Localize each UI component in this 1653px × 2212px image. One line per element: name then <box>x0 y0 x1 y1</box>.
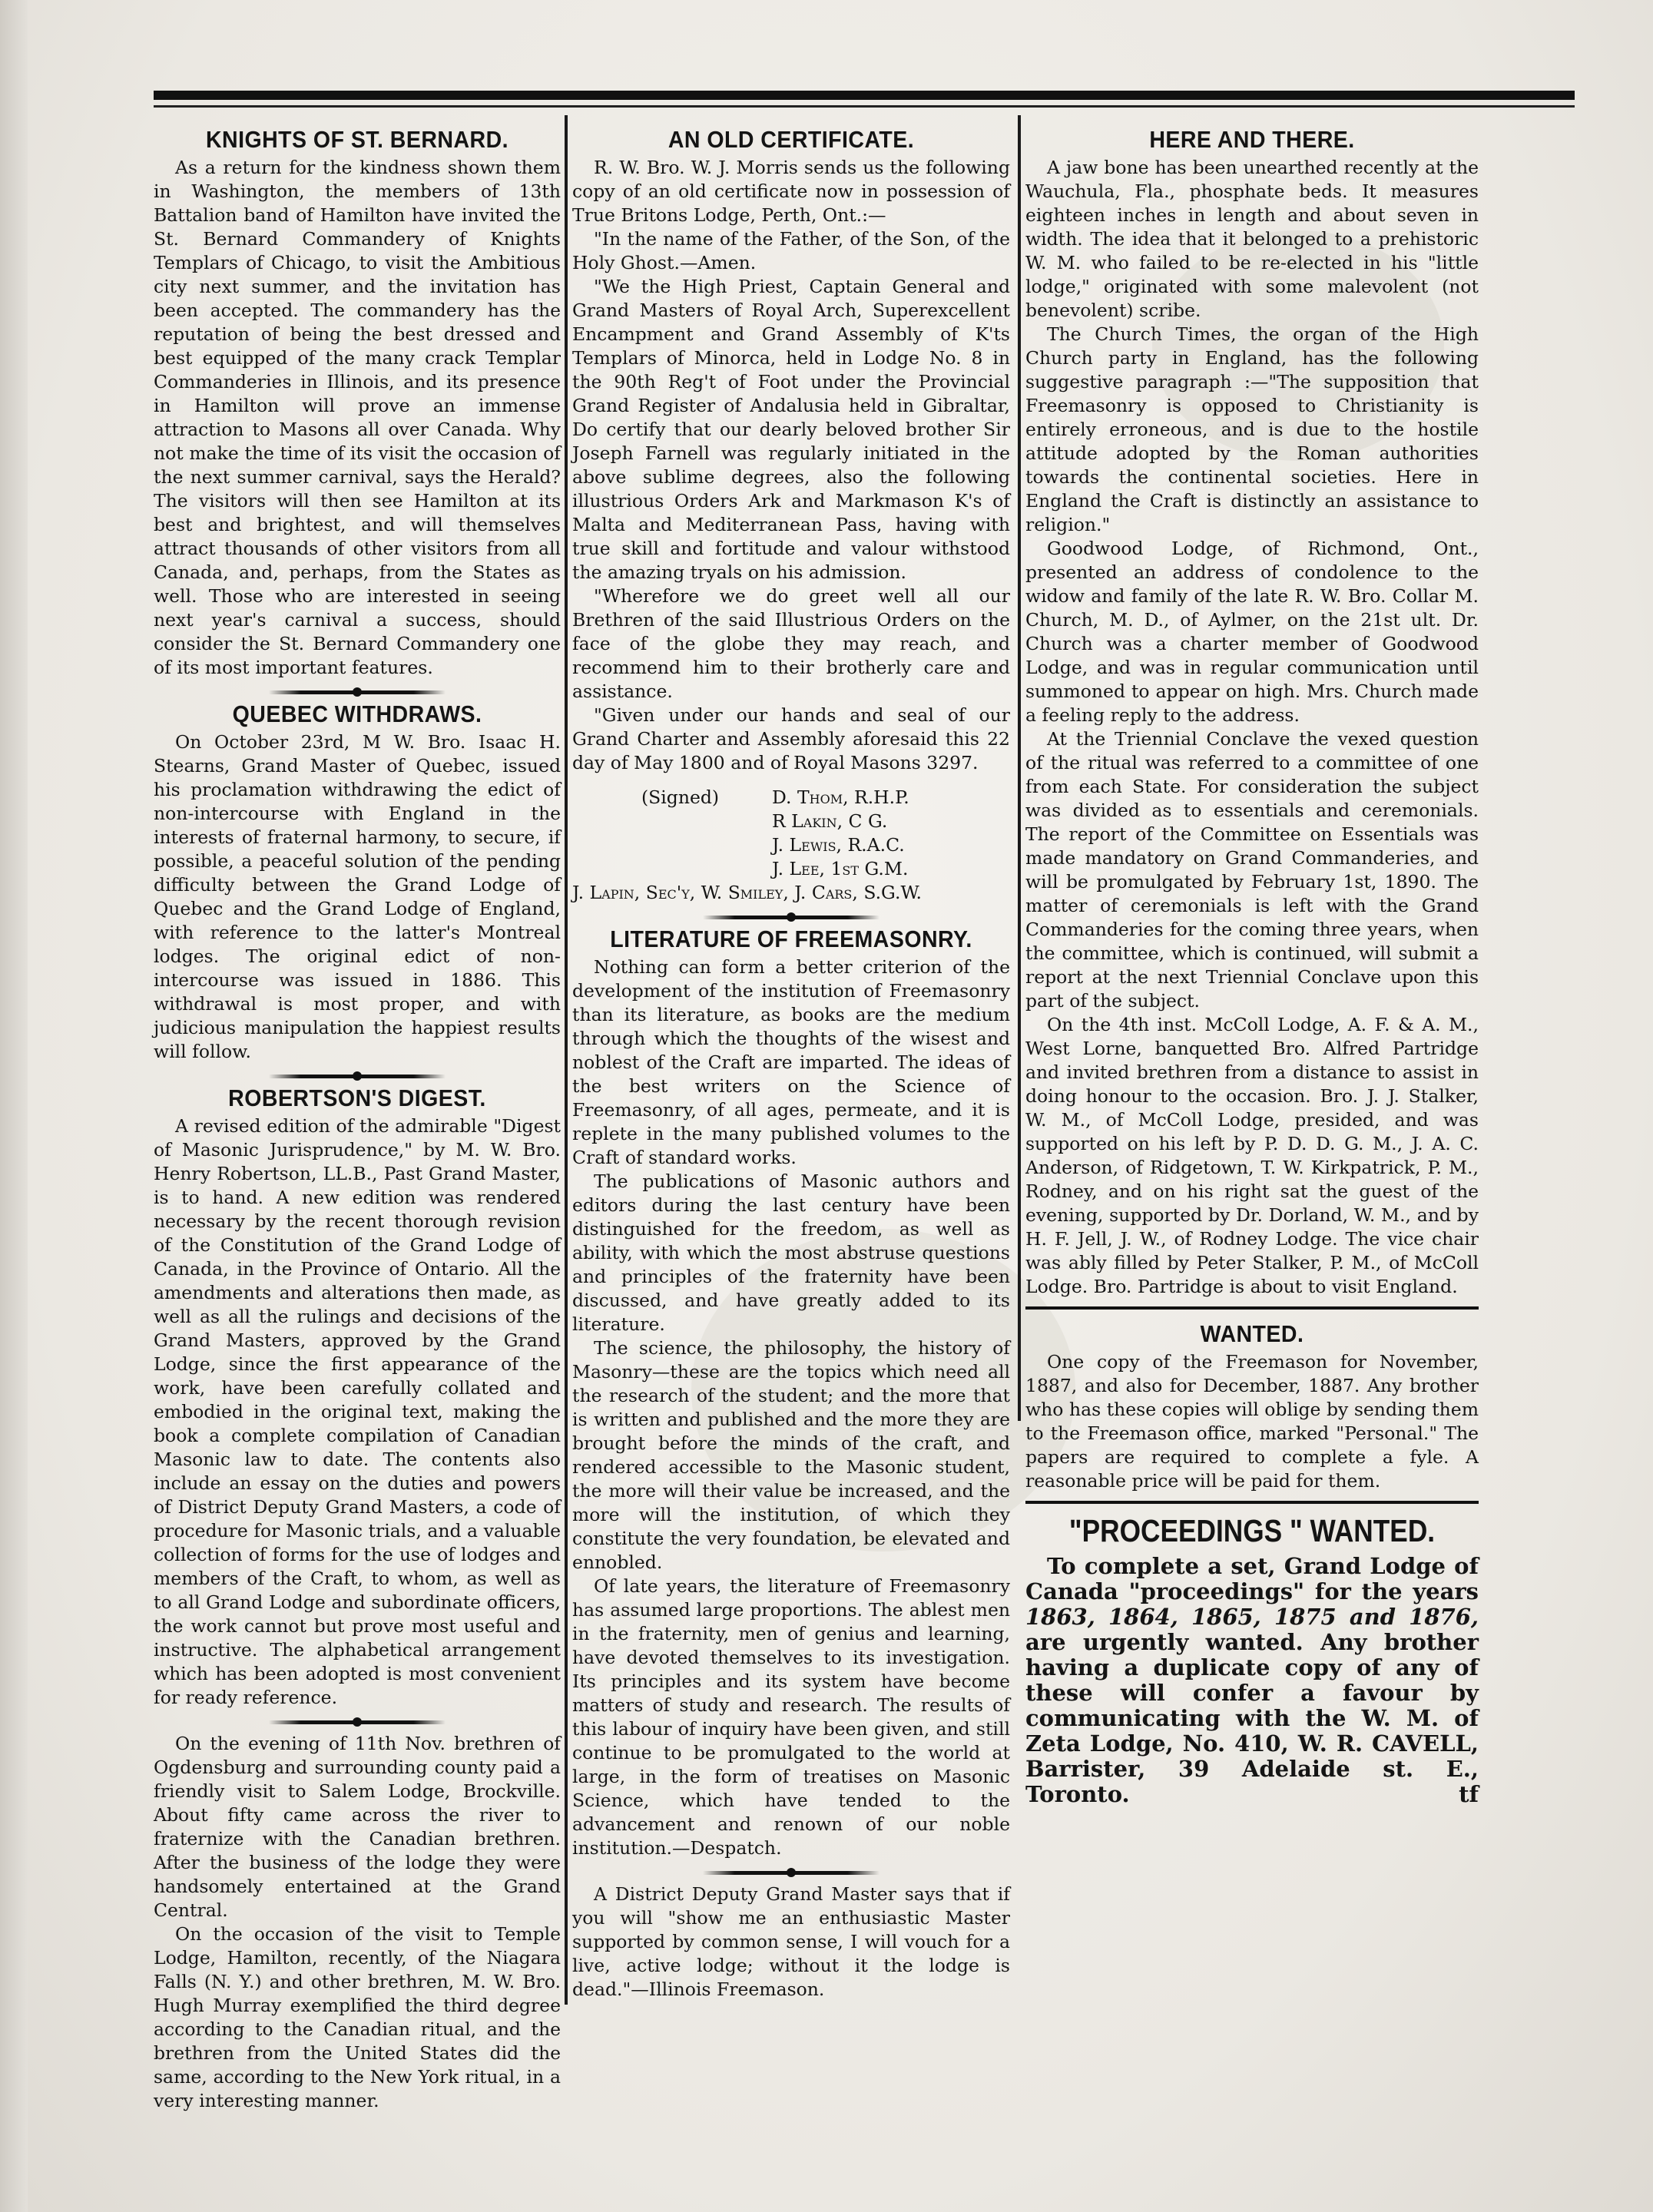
article-knights-body: As a return for the kindness shown them in Washington, the members of 13th Battalion band of Hamilton have invited the St. Bernard Commandery of Knights Templars of Chicago, to visit the Ambitious city next summer, and the invitation has been accepted. The commandery has the reputation of being the best dressed and best equipped of the many crack Templar Commanderies in Illinois, and its presence in Hamilton will prove an immense attraction to Masons all over Canada. Why not make the time of its visit the occasion of the next summer carnival, says the Herald? The visitors will then see Hamilton at its best and brightest, and will themselves attract thousands of other visitors from all Canada, and, perhaps, from the States as well. Those who are interested in seeing next year's carnival a success, should consider the St. Bernard Commandery one of its most important features. <box>154 157 561 678</box>
headline-wanted: WANTED. <box>1200 1320 1304 1347</box>
headline-robertson: ROBERTSON'S DIGEST. <box>228 1084 486 1111</box>
article-quebec-body: On October 23rd, M W. Bro. Isaac H. Stearns, Grand Master of Quebec, issued his proclamation withdrawing the edict of non-intercourse with England in the interests of fraternal harmony, to secure, if possible, a peaceful solution of the pending difficulty between the Grand Lodge of Quebec and the Grand Lodge of England, with reference to the latter's Montreal lodges. The original edict of non-intercourse was issued in 1886. This withdrawal is most proper, and with judicious manipulation the happiest results will follow. <box>154 731 561 1062</box>
signatory: J. Lee, 1st G.M. <box>772 858 909 879</box>
certificate-para: "Given under our hands and seal of our Grand Charter and Assembly aforesaid this 22 day of May 1800 and of Royal Masons 3297. <box>572 704 1010 773</box>
certificate-para: "Wherefore we do greet well all our Brethren of the said Illustrious Orders on the face of the globe they may reach, and recommend him to their brotherly care and assistance. <box>572 585 1010 702</box>
headline-here-and-there: HERE AND THERE. <box>1149 126 1355 153</box>
certificate-signatures <box>572 786 1010 881</box>
headline-proceedings: "PROCEEDINGS " WANTED. <box>1068 1513 1436 1548</box>
literature-para: Of late years, the literature of Freemasonry has assumed large proportions. The ablest men in the fraternity, men of genius and learning, have devoted themselves to its investigation. Its principles and its system have become matters of study and research. The results of this labour of inquiry have been given, and still continue to be promulgated to the world at large, in the form of treatises on Masonic Science, which have tended to the advancement and renown of our noble institution.—Despatch. <box>572 1575 1010 1859</box>
headline-certificate: AN OLD CERTIFICATE. <box>667 126 915 153</box>
proceedings-line1: To complete a set, Grand Lodge of Canada "proceedings" for the years <box>1025 1553 1479 1604</box>
wanted-section <box>1025 1306 1479 1493</box>
article-ogdensburg: On the evening of 11th Nov. brethren of Ogdensburg and surrounding county paid a friendly visit to Salem Lodge, Brockville. About fifty came across the river to fraternize with the Canadian brethren. After the business of the lodge they were handsomely entertained at the Grand Central. <box>154 1733 561 1921</box>
proceedings-line2: are urgently wanted. Any brother having a duplicate copy of any of these will confer a favour by communicating with the W. M. of Zeta Lodge, No. 410, W. R. CAVELL, Barrister, 39 Adelaide st. E., Toronto. <box>1025 1629 1479 1807</box>
certificate-para: "In the name of the Father, of the Son, of the Holy Ghost.—Amen. <box>572 228 1010 273</box>
column-3 <box>1025 123 1479 1807</box>
proceedings-years: 1863, 1864, 1865, 1875 and 1876, <box>1025 1604 1479 1630</box>
article-ddgm: A District Deputy Grand Master says that if you will "show me an enthusiastic Master supported by common sense, I will vouch for a live, active lodge; without it the lodge is dead."—Illinois Freemason. <box>572 1883 1010 2000</box>
headline-knights: KNIGHTS OF ST. BERNARD. <box>205 126 509 153</box>
section-separator <box>703 916 880 919</box>
article-robertson-body: A revised edition of the admirable "Digest of Masonic Jurisprudence," by M. W. Bro. Henry Robertson, LL.B., Past Grand Master, is to hand. A new edition was rendered necessary by the recent thorough revision of the Constitution of the Grand Lodge of Canada, in the Province of Ontario. All the amendments and alterations then made, as well as all the rulings and decisions of the Grand Masters, approved by the Grand Lodge, since the first appearance of the work, have been carefully collated and embodied in the original text, making the book a complete compilation of Canadian Masonic law to date. The contents also include an essay on the duties and powers of District Deputy Grand Masters, a code of procedure for Masonic trials, and a valuable collection of forms for the use of lodges and members of the Craft, to whom, as well as to all Grand Lodge and subordinate officers, the work cannot but prove most useful and instructive. The alphabetical arrangement which has been adopted is most convenient for ready reference. <box>154 1115 561 1708</box>
top-rule-thin <box>154 105 1575 108</box>
wanted-body: One copy of the Freemason for November, 1887, and also for December, 1887. Any brother who has these copies will oblige by sending them to the Freemason office, marked "Personal." The papers are required to complete a fyle. A reasonable price will be paid for them. <box>1025 1351 1479 1492</box>
column-1 <box>154 123 561 2113</box>
literature-para: Nothing can form a better criterion of the development of the institution of Freemasonry than its literature, as books are the medium through which the thoughts of the wisest and noblest of the Craft are imparted. The ideas of the best writers on the Science of Freemasonry, of all ages, permeate, and it is replete in the many published volumes to the Craft of standard works. <box>572 956 1010 1168</box>
literature-para: The publications of Masonic authors and editors during the last century have been distinguished for the freedom, as well as ability, with which the most abstruse questions and principles of the fraternity have been discussed, and have greatly added to its literature. <box>572 1171 1010 1335</box>
certificate-para: "We the High Priest, Captain General and Grand Masters of Royal Arch, Superexcellent Encampment and Grand Assembly of K'ts Templars of Minorca, held in Lodge No. 8 in the 90th Reg't of Foot under the Provincial Grand Register of Andalusia held in Gibraltar, Do certify that our dearly beloved brother Sir Joseph Farnell was regularly initiated in the above sublime degrees, also the following illustrious Orders Ark and Markmason K's of Malta and Mediterranean Pass, having with true skill and fortitude and valour withstood the amazing tryals on his admission. <box>572 276 1010 583</box>
signatory: D. Thom, R.H.P. <box>772 786 909 808</box>
column-divider <box>565 115 568 2005</box>
top-rule <box>154 91 1575 100</box>
signatory: R Lakin, C G. <box>772 810 888 832</box>
article-temple-lodge: On the occasion of the visit to Temple Lodge, Hamilton, recently, of the Niagara Falls (N. Y.) and other brethren, M. W. Bro. Hugh Murray exemplified the third degree according to the Canadian ritual, and the brethren from the United States did the same, according to the New York ritual, in a very interesting manner. <box>154 1923 561 2111</box>
here-para: On the 4th inst. McColl Lodge, A. F. & A. M., West Lorne, banquetted Bro. Alfred Partridge and invited brethren from a distance to assist in doing honour to the occasion. Bro. J. J. Stalker, W. M., of McColl Lodge, presided, and was supported on his left by P. D. D. G. M., J. A. C. Anderson, of Ridgetown, T. W. Kirkpatrick, P. M., Rodney, and on his right sat the guest of the evening, supported by Dr. Dorland, W. M., and by H. F. Jell, J. W., of Rodney Lodge. The vice chair was ably filled by Peter Stalker, P. M., of McColl Lodge. Bro. Partridge is about to visit England. <box>1025 1014 1479 1297</box>
signatory: J. Lewis, R.A.C. <box>772 834 905 856</box>
signatory-line: J. Lapin, Sec'y, W. Smiley, J. Cars, S.G.W. <box>572 882 922 903</box>
tf-mark: tf <box>1459 1781 1479 1807</box>
section-separator <box>269 1720 446 1724</box>
signed-label: (Signed) <box>641 786 720 808</box>
section-separator <box>269 1075 446 1078</box>
page-edge <box>0 0 28 2212</box>
here-para: Goodwood Lodge, of Richmond, Ont., presented an address of condolence to the widow and family of the late R. W. Bro. Collar M. Church, M. D., of Aylmer, on the 21st ult. Dr. Church was a charter member of Goodwood Lodge, and was in regular communication until summoned to appear on high. Mrs. Church made a feeling reply to the address. <box>1025 538 1479 726</box>
section-separator <box>703 1871 880 1875</box>
proceedings-body <box>1025 1554 1479 1807</box>
here-para: The Church Times, the organ of the High Church party in England, has the following suggestive paragraph :—"The supposition that Freemasonry is opposed to Christianity is entirely erroneous, and is due to the hostile attitude adopted by the Roman authorities towards the continental societies. Here in England the Craft is distinctly an assistance to religion." <box>1025 323 1479 535</box>
section-separator <box>269 690 446 694</box>
column-divider <box>1018 115 1021 1421</box>
headline-literature: LITERATURE OF FREEMASONRY. <box>610 926 972 952</box>
proceedings-section <box>1025 1501 1479 1807</box>
here-para: At the Triennial Conclave the vexed question of the ritual was referred to a committee of one from each State. For consideration the subject was divided as to essentials and ceremonials. The report of the Committee on Essentials was made mandatory on Grand Commanderies, and will be promulgated by February 1st, 1890. The matter of ceremonials is left with the Grand Commanderies for the coming three years, when the committee, which is continued, will submit a report at the next Triennial Conclave upon this part of the subject. <box>1025 728 1479 1012</box>
certificate-intro: R. W. Bro. W. J. Morris sends us the following copy of an old certificate now in possession of True Britons Lodge, Perth, Ont.:— <box>572 157 1010 226</box>
column-2 <box>572 123 1010 2002</box>
here-para: A jaw bone has been unearthed recently at the Wauchula, Fla., phosphate beds. It measures eighteen inches in length and about seven in width. The idea that it belonged to a prehistoric W. M. who failed to be re-elected in his "little lodge," originated with some malevolent (not benevolent) scribe. <box>1025 157 1479 321</box>
headline-quebec: QUEBEC WITHDRAWS. <box>232 700 482 727</box>
literature-para: The science, the philosophy, the history of Masonry—these are the topics which need all the research of the student; and the more that is written and published and the more they are brought before the minds of the craft, and rendered accessible to the Masonic student, the more will their value be increased, and the more will the institution, of which they constitute the very foundation, be elevated and ennobled. <box>572 1337 1010 1573</box>
